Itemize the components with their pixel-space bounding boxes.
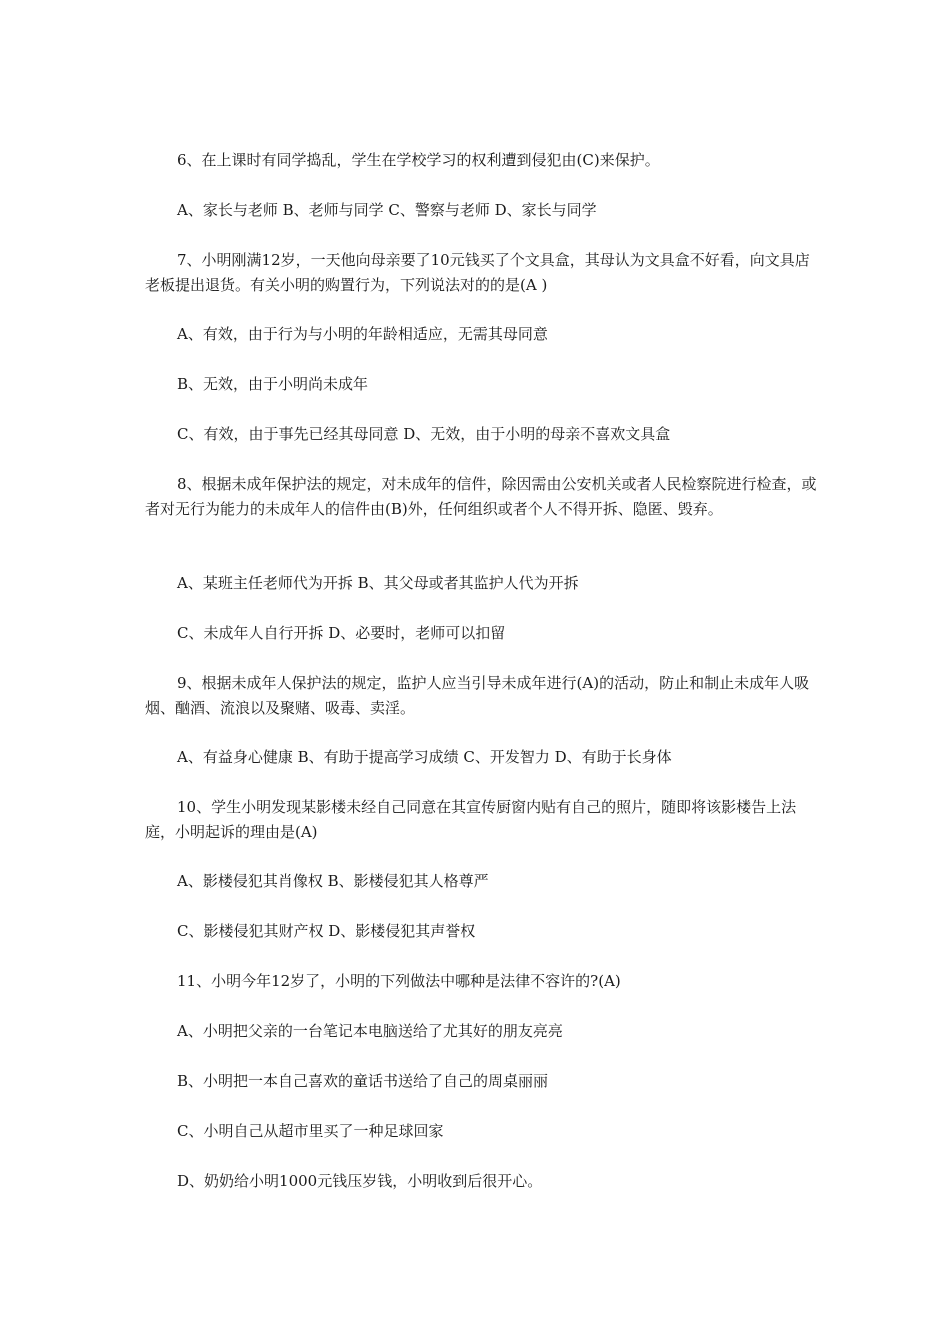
question-11-option-d: D、奶奶给小明1000元钱压岁钱，小明收到后很开心。 [177,1172,543,1190]
question-11-option-c: C、小明自己从超市里买了一种足球回家 [177,1122,444,1140]
question-10-options-cd: C、影楼侵犯其财产权 D、影楼侵犯其声誉权 [177,922,476,940]
question-11-option-a: A、小明把父亲的一台笔记本电脑送给了尤其好的朋友亮亮 [177,1022,563,1040]
question-8: 8、根据未成年保护法的规定，对未成年的信件，除因需由公安机关或者人民检察院进行检查，或者对无行为能力的未成年人的信件由(B)外，任何组织或者个人不得开拆、隐匿、毁弃。 [145,475,817,518]
question-9-options: A、有益身心健康 B、有助于提高学习成绩 C、开发智力 D、有助于长身体 [177,748,672,766]
question-7: 7、小明刚满12岁，一天他向母亲要了10元钱买了个文具盒，其母认为文具盒不好看，向文具店老板提出退货。有关小明的购置行为，下列说法对的的是(A ) [145,251,810,294]
question-11-option-b: B、小明把一本自己喜欢的童话书送给了自己的周桌丽丽 [177,1072,549,1090]
question-7-option-a: A、有效，由于行为与小明的年龄相适应，无需其母同意 [177,325,548,343]
question-11: 11、小明今年12岁了，小明的下列做法中哪种是法律不容许的?(A) [177,972,621,990]
question-7-option-b: B、无效，由于小明尚未成年 [177,375,369,393]
question-8-options-cd: C、未成年人自行开拆 D、必要时，老师可以扣留 [177,624,506,642]
question-6-options: A、家长与老师 B、老师与同学 C、警察与老师 D、家长与同学 [177,201,597,219]
question-10: 10、学生小明发现某影楼未经自己同意在其宣传厨窗内贴有自己的照片，随即将该影楼告上法庭，小明起诉的理由是(A) [145,798,797,841]
question-6: 6、在上课时有同学捣乱，学生在学校学习的权利遭到侵犯由(C)来保护。 [177,151,660,169]
question-7-options-cd: C、有效，由于事先已经其母同意 D、无效，由于小明的母亲不喜欢文具盒 [177,425,671,443]
question-9: 9、根据未成年人保护法的规定，监护人应当引导未成年进行(A)的活动，防止和制止未成年人吸烟、酗酒、流浪以及聚赌、吸毒、卖淫。 [145,674,810,717]
question-8-options-ab: A、某班主任老师代为开拆 B、其父母或者其监护人代为开拆 [177,574,579,592]
question-10-options-ab: A、影楼侵犯其肖像权 B、影楼侵犯其人格尊严 [177,872,489,890]
